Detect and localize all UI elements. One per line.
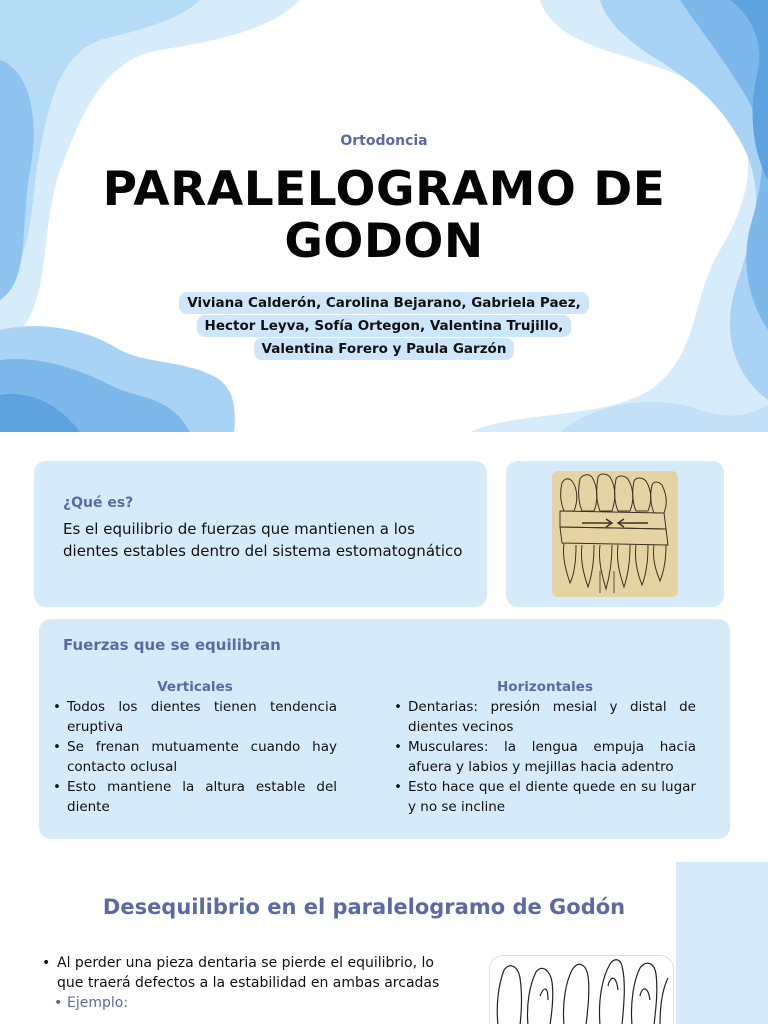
vertical-list <box>53 697 337 817</box>
teeth-diagram-image <box>552 471 678 597</box>
list-item: • Se frenan mutuamente cuando hay contacto oclusal <box>53 737 337 777</box>
page-title <box>0 164 768 268</box>
cover-header <box>0 0 768 432</box>
list-item: • Esto hace que el diente quede en su lugar y no se incline <box>394 777 696 817</box>
horizontal-forces-column <box>394 679 696 817</box>
teeth-outline-icon <box>490 956 674 1024</box>
vertical-forces-column <box>53 679 337 817</box>
imbalance-list <box>42 953 442 1013</box>
horizontal-list <box>394 697 696 817</box>
forces-card <box>39 619 730 839</box>
definition-text: Es el equilibrio de fuerzas que mantienen a los dientes estables dentro del sistema estomatognático <box>63 520 463 560</box>
authors-block <box>0 292 768 361</box>
list-item: • Dentarias: presión mesial y distal de dientes vecinos <box>394 697 696 737</box>
illustration-card <box>506 461 724 607</box>
teeth-sketch-icon <box>552 471 678 597</box>
imbalance-title: Desequilibrio en el paralelogramo de Godón <box>102 895 626 919</box>
author-line-3: Valentina Forero y Paula Garzón <box>254 338 515 360</box>
tooth-loss-sketch-image <box>489 955 674 1024</box>
horizontal-heading: Horizontales <box>497 679 593 695</box>
author-line-2: Hector Leyva, Sofía Ortegon, Valentina Trujillo, <box>197 315 572 337</box>
forces-title: Fuerzas que se equilibran <box>63 636 281 654</box>
list-item: • Todos los dientes tienen tendencia eruptiva <box>53 697 337 737</box>
title-line-2: GODON <box>284 214 484 269</box>
vertical-heading: Verticales <box>157 679 233 695</box>
author-line-1: Viviana Calderón, Carolina Bejarano, Gabriela Paez, <box>179 292 588 314</box>
list-item: • Musculares: la lengua empuja hacia afuera y labios y mejillas hacia adentro <box>394 737 696 777</box>
definition-label: ¿Qué es? <box>63 495 134 511</box>
decorative-side-bar <box>676 862 768 1024</box>
list-item: • Al perder una pieza dentaria se pierde el equilibrio, lo que traerá defectos a la estabilidad en ambas arcadas <box>42 953 442 993</box>
title-line-1: PARALELOGRAMO DE <box>102 162 666 217</box>
example-sub-item: • Ejemplo: <box>42 993 442 1013</box>
list-item: • Esto mantiene la altura estable del diente <box>53 777 337 817</box>
definition-card <box>34 461 487 607</box>
subject-label: Ortodoncia <box>340 133 428 149</box>
